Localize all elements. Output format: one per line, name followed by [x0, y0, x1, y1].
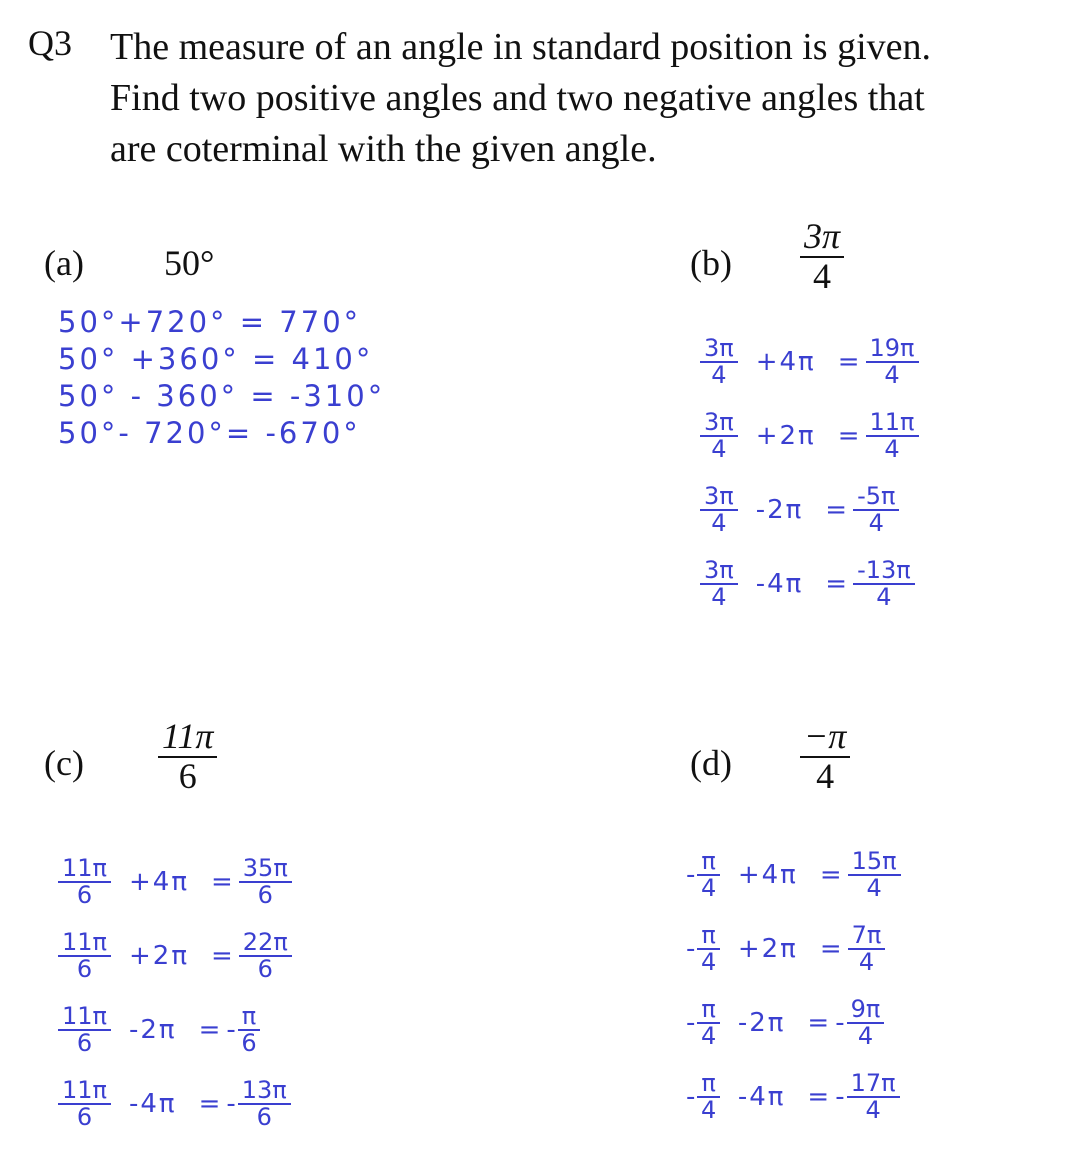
denominator: 4: [865, 1096, 881, 1124]
denominator: 4: [711, 435, 727, 463]
equals-sign: =: [819, 934, 842, 964]
fraction: [238, 1075, 291, 1131]
numerator: 9π: [850, 994, 881, 1023]
fraction: [700, 555, 738, 611]
numerator: π: [701, 920, 716, 949]
fraction: [58, 853, 111, 909]
equation-row: [686, 912, 901, 986]
part-a-work: [58, 304, 385, 452]
numerator: 11π: [162, 716, 214, 756]
denominator: 4: [816, 755, 835, 796]
fraction: [700, 333, 738, 389]
denominator: 6: [76, 881, 93, 909]
numerator: π: [701, 846, 716, 875]
fraction: [697, 994, 719, 1050]
numerator: 13π: [241, 1075, 287, 1104]
fraction: [848, 846, 901, 902]
operation: -2π: [129, 1015, 177, 1045]
fraction: [800, 718, 850, 796]
question-line: The measure of an angle in standard position is given.: [110, 26, 932, 68]
fraction: [700, 407, 738, 463]
numerator: 11π: [62, 1001, 107, 1030]
fraction: [800, 218, 844, 296]
equation-row: [686, 838, 901, 912]
part-a-label: (a): [44, 243, 84, 283]
operation: -2π: [737, 1008, 786, 1038]
denominator: 4: [857, 1022, 874, 1050]
numerator: 11π: [62, 927, 107, 956]
minus-sign: -: [686, 860, 696, 890]
numerator: -13π: [857, 555, 911, 584]
part-a-given-angle: 50°: [164, 243, 215, 283]
operation: +4π: [737, 860, 798, 890]
denominator: 4: [700, 1096, 717, 1124]
equation-row: [700, 547, 919, 621]
numerator: 11π: [869, 407, 915, 436]
equals-sign: =: [825, 495, 848, 525]
denominator: 6: [178, 755, 197, 796]
equals-sign: =: [210, 941, 233, 971]
part-c-steps: [58, 845, 292, 1141]
denominator: 4: [813, 255, 832, 296]
equals-sign: =: [819, 860, 842, 890]
operation: +2π: [737, 934, 798, 964]
fraction: [239, 927, 292, 983]
denominator: 6: [241, 1029, 257, 1057]
minus-sign: -: [686, 934, 696, 964]
numerator: 7π: [851, 920, 882, 949]
numerator: 3π: [704, 407, 734, 436]
denominator: 4: [700, 874, 717, 902]
fraction: [697, 846, 719, 902]
fraction: [853, 481, 899, 537]
denominator: 4: [866, 874, 882, 902]
numerator: 15π: [851, 846, 897, 875]
work-line: 50°+720° = 770°: [58, 305, 362, 339]
operation: +4π: [755, 347, 816, 377]
denominator: 4: [700, 1022, 717, 1050]
operation: +4π: [129, 867, 189, 897]
equation-row: [58, 919, 292, 993]
fraction: [866, 407, 919, 463]
fraction: [866, 333, 919, 389]
equation-row: [700, 473, 919, 547]
equation-row: [686, 1060, 901, 1134]
part-d-label: (d): [690, 743, 732, 783]
fraction: [58, 927, 111, 983]
denominator: 6: [76, 1029, 93, 1057]
numerator: π: [701, 994, 716, 1023]
fraction: [700, 481, 738, 537]
fraction: [238, 1001, 260, 1057]
denominator: 4: [711, 509, 727, 537]
numerator: 3π: [804, 216, 841, 256]
numerator: -5π: [857, 481, 896, 510]
numerator: 3π: [704, 481, 734, 510]
minus-sign: -: [226, 1015, 236, 1045]
equation-row: [686, 986, 901, 1060]
fraction: [58, 1075, 111, 1131]
equals-sign: =: [807, 1082, 830, 1112]
denominator: 6: [257, 955, 273, 983]
part-d-steps: [686, 838, 901, 1134]
minus-sign: -: [835, 1082, 845, 1112]
operation: +2π: [129, 941, 189, 971]
operation: -4π: [737, 1082, 786, 1112]
numerator: 35π: [242, 853, 288, 882]
numerator: π: [241, 1001, 257, 1030]
equation-row: [700, 325, 919, 399]
fraction: [239, 853, 292, 909]
work-line: 50° +360° = 410°: [58, 342, 374, 376]
denominator: 6: [76, 955, 93, 983]
equals-sign: =: [837, 347, 860, 377]
numerator: 3π: [704, 555, 734, 584]
fraction: [848, 920, 886, 976]
numerator: 11π: [62, 853, 107, 882]
denominator: 6: [257, 881, 273, 909]
equation-row: [58, 993, 292, 1067]
operation: -4π: [129, 1089, 177, 1119]
equals-sign: =: [825, 569, 848, 599]
question-line: are coterminal with the given angle.: [110, 128, 657, 170]
work-line: 50° - 360° = -310°: [58, 379, 386, 413]
denominator: 4: [711, 583, 727, 611]
minus-sign: -: [226, 1089, 236, 1119]
denominator: 4: [884, 435, 900, 463]
equals-sign: =: [210, 867, 233, 897]
fraction: [158, 718, 217, 796]
fraction: [697, 920, 719, 976]
fraction: [58, 1001, 111, 1057]
denominator: 4: [711, 361, 727, 389]
fraction: [697, 1068, 719, 1124]
numerator: 19π: [869, 333, 915, 362]
fraction: [853, 555, 915, 611]
minus-sign: -: [686, 1082, 696, 1112]
question-line: Find two positive angles and two negative angles that: [110, 77, 925, 119]
part-d-given-angle: [800, 718, 850, 796]
part-c-given-angle: [158, 718, 217, 796]
denominator: 4: [858, 948, 875, 976]
equals-sign: =: [807, 1008, 830, 1038]
equals-sign: =: [837, 421, 860, 451]
question-number: Q3: [28, 23, 72, 63]
denominator: 6: [76, 1103, 93, 1131]
numerator: −π: [804, 716, 847, 756]
operation: -2π: [755, 495, 804, 525]
part-b-given-angle: [800, 218, 844, 296]
equation-row: [58, 1067, 292, 1141]
equation-row: [58, 845, 292, 919]
numerator: 22π: [242, 927, 288, 956]
denominator: 4: [884, 361, 900, 389]
denominator: 4: [876, 583, 892, 611]
part-b-steps: [700, 325, 919, 621]
numerator: π: [701, 1068, 716, 1097]
question-text: [110, 22, 1060, 175]
part-b-label: (b): [690, 243, 732, 283]
minus-sign: -: [835, 1008, 845, 1038]
equation-row: [700, 399, 919, 473]
denominator: 4: [868, 509, 884, 537]
work-line: 50°- 720°= -670°: [58, 416, 361, 450]
minus-sign: -: [686, 1008, 696, 1038]
operation: -4π: [755, 569, 804, 599]
denominator: 6: [256, 1103, 272, 1131]
denominator: 4: [700, 948, 717, 976]
part-c-label: (c): [44, 743, 84, 783]
fraction: [847, 1068, 900, 1124]
equals-sign: =: [198, 1089, 221, 1119]
numerator: 3π: [704, 333, 734, 362]
operation: +2π: [755, 421, 816, 451]
fraction: [847, 994, 885, 1050]
numerator: 11π: [62, 1075, 107, 1104]
equals-sign: =: [198, 1015, 221, 1045]
numerator: 17π: [850, 1068, 896, 1097]
